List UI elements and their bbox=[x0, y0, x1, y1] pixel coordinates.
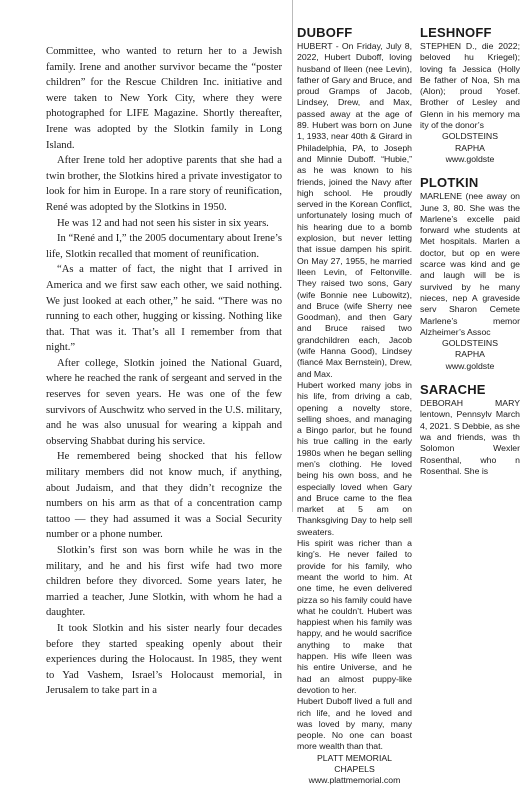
article-paragraph: “As a matter of fact, the night that I arrived in America and we first saw each other, we said nothing. We just looked at each other,” he said. “There was no running to each other, hugging or kissing. Nothing like that. That was it. That’s all I remember from that night.” bbox=[46, 264, 282, 354]
article-paragraph: He remembered being shocked that his fellow military members did not know much, if anything, about Judaism, and that they didn’t recognize the numbers on his arm as that of a concentration camp tattoo — they had assumed it was a Social Security number or a phone number. bbox=[46, 451, 282, 541]
chapel-url: www.goldste bbox=[445, 153, 495, 164]
article-paragraph: It took Slotkin and his sister nearly four decades before they started speaking openly about their experiences during the Holocaust. In 1985, they went to Yad Vashem, Israel’s Holocaust memorial, in Jerusalem to take part in a bbox=[46, 622, 282, 697]
chapel-name: RAPHA bbox=[455, 142, 485, 153]
obituary-heading: PLOTKIN bbox=[420, 175, 479, 191]
article-column bbox=[46, 0, 282, 697]
obituary-body: Hubert Duboff lived a full and rich life, and he loved and was loved by many, many people. No one can boast more wealth than that. bbox=[297, 696, 412, 752]
article-paragraph: Slotkin’s first son was born while he was in the military, and he and his first wife had two more children before they divorced. Some years later, he married a teacher, June Slotkin, with whom he had a daughter. bbox=[46, 545, 282, 619]
obituary-body: MARLENE (nee away on June 3, 80. She was the Marlene’s excelle paid forward whe students at Met hospitals. Marlen a doctor, but op en were scarce was kind and ge and laugh will be is survived by he many nieces, nep A graveside serv Sharon Cemete Marlene’s memor Alzheimer’s Assoc bbox=[420, 191, 520, 337]
chapel-url: www.goldste bbox=[445, 360, 495, 371]
obituary-heading: DUBOFF bbox=[297, 25, 353, 40]
obituary-right-column bbox=[420, 0, 520, 512]
obituary-duboff bbox=[297, 0, 412, 786]
article-paragraph: He was 12 and had not seen his sister in six years. bbox=[57, 217, 269, 229]
obituary-body: DEBORAH MARY lentown, Pennsylv March 4, 2021. S Debbie, as she wa and friends, was th Solomon Wexler Rosenthal, who n Rosenthal. She is bbox=[420, 398, 520, 476]
chapel-url: www.plattmemorial.com bbox=[308, 775, 401, 786]
obituary-body: His spirit was richer than a king’s. He never failed to provide for his family, who meant the world to him. At one time, he even delivered pizza so his family could have what he couldn’t. Hubert was happiest when his family was happy, and he would sacrifice anything to make that happen. His wife Ileen was his entire Universe, and he had an almost puppy-like devotion to her. bbox=[297, 538, 412, 695]
chapel-name: PLATT MEMORIAL CHAPELS bbox=[317, 752, 392, 774]
obituary-body: HUBERT - On Friday, July 8, 2022, Hubert Duboff, loving husband of Ileen (nee Levin), father of Gary and Bruce, and proud Gramps of Jacob, Lindsey, Drew, and Max, passed away at the age of 89. Hubert was born on June 1, 1933, near 40th & Girard in Philadelphia, PA, to Joseph and Minnie Duboff. “Hubie,” as he was known to his friends, joined the Navy after high school. He proudly served in the Korean Conflict, unfortunately losing much of his hearing due to a bomb explosion, but never letting that issue dampen his spirit. On May 27, 1955, he married Ileen Levin, of Feltonville. They raised two sons, Gary (wife Bonnie nee Lubowitz), and Bruce (wife Sherry nee Goodman), and then Gary and Bruce raised two grandchildren each, Jacob (wife Hanna Good), Lindsey (fiancé Max Bernstein), Drew, and Max. bbox=[297, 41, 412, 379]
chapel-name: GOLDSTEINS bbox=[442, 131, 498, 142]
article-paragraph: After Irene told her adoptive parents that she had a twin brother, the Slotkins hired a private investigator to look for him in Europe. In a rare story of reunification, René was adopted by the Slotkins in 1950. bbox=[46, 155, 282, 213]
article-paragraph: In “René and I,” the 2005 documentary about Irene’s life, Slotkin recalled that moment of reunification. bbox=[46, 233, 282, 260]
obituary-heading: SARACHE bbox=[420, 382, 486, 398]
chapel-name: RAPHA bbox=[455, 349, 485, 360]
obituary-body: STEPHEN D., die 2022; beloved hu Kriegel); loving fa Jessica (Holly Be father of Noa, Sh ma (Alon); proud Yosef. Brother of Lesley and Glenn in his memory ma ity of the donor’s bbox=[420, 41, 520, 131]
article-paragraph: Committee, who wanted to return her to a Jewish family. Irene and another survivor became the “poster children” for the Rescue Children Inc. initiative and were taken to New York City, where they were photographed for LIFE Magazine. Shortly thereafter, Irene was adopted by the Slotkin family in Long Island. bbox=[46, 46, 282, 151]
obituary-heading: LESHNOFF bbox=[420, 25, 492, 40]
column-divider bbox=[292, 0, 293, 512]
article-paragraph: After college, Slotkin joined the National Guard, where he reached the rank of sergeant and served in the reserves for seven years. He was one of the few survivors of Auschwitz who served in the U.S. military, and he was also unusual for wearing a kippah and observing Shabbat during his service. bbox=[46, 357, 282, 447]
obituary-body: Hubert worked many jobs in his life, from driving a cab, opening a novelty store, selling shoes, and managing a Bingo parlor, but he found his true calling in the early 1980s when he began selling men’s clothing. He loved being his own boss, and he especially loved when Gary and Bruce came to the flea market at 5 am on Thanksgiving Day to help sell sweaters. bbox=[297, 379, 412, 537]
chapel-name: GOLDSTEINS bbox=[442, 338, 498, 349]
